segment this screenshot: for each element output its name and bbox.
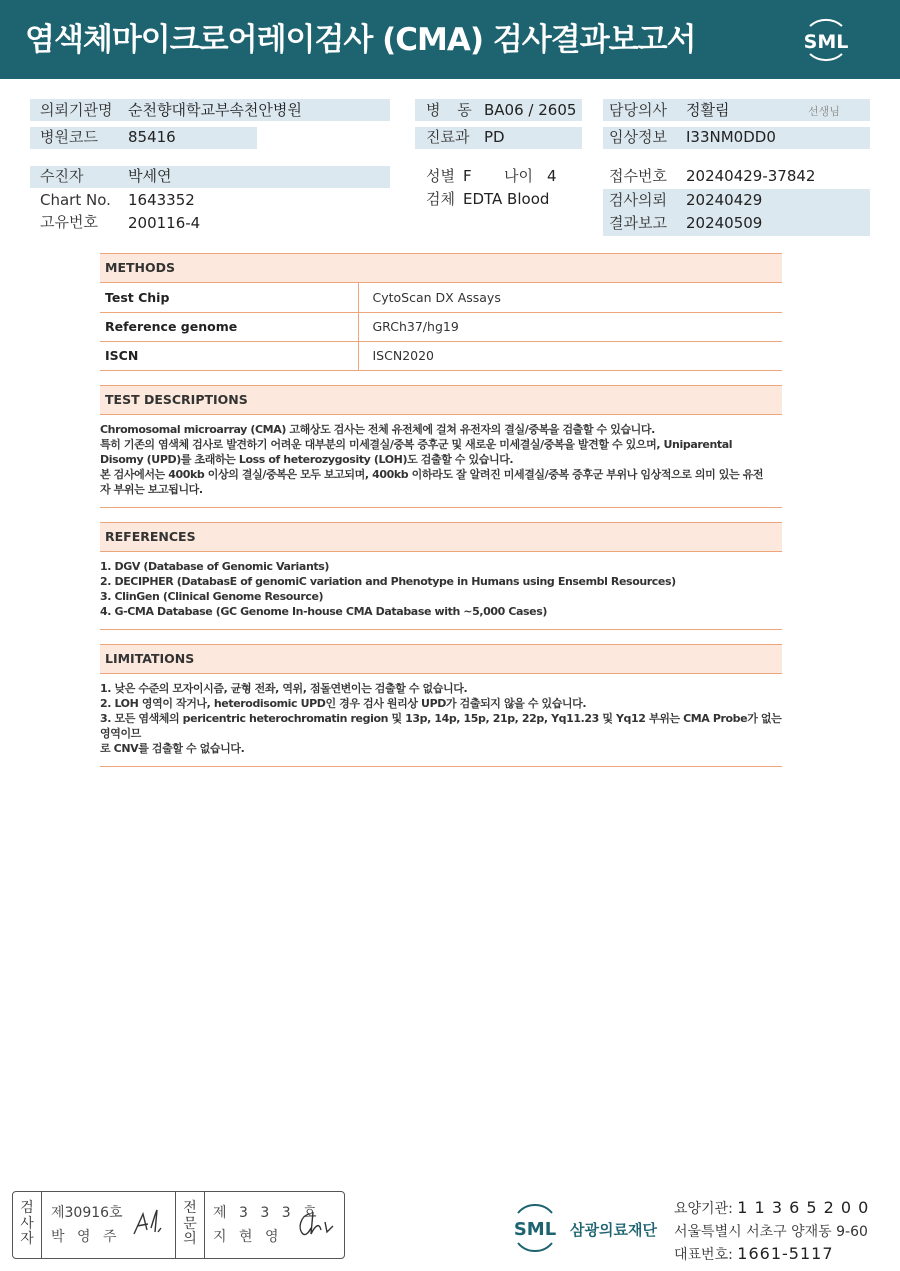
specimen-value: EDTA Blood bbox=[463, 190, 550, 208]
care-number bbox=[674, 1198, 869, 1218]
limitation-line: 2. LOH 영역이 작거나, heterodisomic UPD인 경우 검사 원리상 UPD가 검출되지 않을 수 있습니다. bbox=[100, 696, 587, 710]
doctor-value: 정활림 bbox=[686, 101, 730, 119]
examiner-name: 박 영 주 bbox=[51, 1229, 121, 1245]
report-header bbox=[0, 0, 900, 79]
report-title: 염색체마이크로어레이검사 (CMA) 검사결과보고서 bbox=[25, 22, 696, 58]
footer-sml-logo-icon bbox=[508, 1203, 562, 1253]
info-box-recipient bbox=[30, 166, 390, 188]
hospital-code-value: 85416 bbox=[128, 128, 176, 146]
limitations-header: LIMITATIONS bbox=[100, 644, 782, 674]
limitation-line: 3. 모든 염색체의 pericentric heterochromatin region 및 13p, 14p, 15p, 21p, 22p, Yq11.23 및 Yq12 부위는 CMA Probe가 없는 영역이므 bbox=[100, 711, 782, 740]
institution-label: 의뢰기관명 bbox=[40, 101, 113, 119]
footer-sml-logo-text: SML bbox=[513, 1219, 557, 1240]
phone-value: 1661-5117 bbox=[737, 1244, 834, 1263]
specialist-license: 제 3 3 3 호 bbox=[213, 1205, 321, 1221]
phone-label: 대표번호: bbox=[674, 1247, 733, 1263]
chart-value: 1643352 bbox=[128, 191, 195, 209]
clinical-value: I33NM0DD0 bbox=[686, 128, 776, 146]
sex-value: F bbox=[463, 167, 472, 185]
receipt-label: 접수번호 bbox=[609, 167, 667, 185]
age-label: 나이 bbox=[504, 167, 533, 185]
phone-number bbox=[674, 1244, 834, 1264]
description-line: Disomy (UPD)를 초래하는 Loss of heterozygosity (LOH)도 검출할 수 있습니다. bbox=[100, 452, 514, 466]
specialist-vertical-label: 전 문 의 bbox=[183, 1200, 197, 1247]
report-content bbox=[100, 253, 782, 767]
department-value: PD bbox=[484, 128, 505, 146]
unique-label: 고유번호 bbox=[40, 213, 98, 231]
ward-value: BA06 / 2605 bbox=[484, 101, 577, 119]
care-label: 요양기관: bbox=[674, 1201, 733, 1217]
clinical-label: 임상정보 bbox=[609, 128, 667, 146]
age-value: 4 bbox=[547, 167, 557, 185]
request-value: 20240429 bbox=[686, 191, 763, 209]
description-line: 본 검사에서는 400kb 이상의 결실/중복은 모두 보고되며, 400kb 이하라도 잘 알려진 미세결실/중복 증후군 부위나 임상적으로 의미 있는 유전 bbox=[100, 467, 764, 481]
limitation-line: 로 CNV를 검출할 수 없습니다. bbox=[100, 741, 245, 755]
methods-label: Reference genome bbox=[100, 312, 358, 341]
specimen-label: 검체 bbox=[426, 190, 455, 208]
doctor-suffix: 선생님 bbox=[808, 105, 840, 118]
description-line: 특히 기존의 염색체 검사로 발견하기 어려운 대부분의 미세결실/중복 증후군 및 새로운 미세결실/중복을 발견할 수 있으며, Uniparental bbox=[100, 437, 733, 451]
recipient-value: 박세연 bbox=[128, 167, 172, 185]
reference-line: 4. G-CMA Database (GC Genome In-house CMA Database with ~5,000 Cases) bbox=[100, 604, 548, 618]
references-header: REFERENCES bbox=[100, 522, 782, 552]
description-line: 자 부위는 보고됩니다. bbox=[100, 482, 203, 496]
address: 서울특별시 서초구 양재동 9-60 bbox=[674, 1224, 868, 1240]
limitations-body bbox=[100, 674, 782, 767]
limitation-line: 1. 낮은 수준의 모자이시즘, 균형 전좌, 역위, 점돌연변이는 검출할 수 없습니다. bbox=[100, 681, 468, 695]
department-label: 진료과 bbox=[426, 128, 470, 146]
methods-value: ISCN2020 bbox=[358, 341, 782, 370]
reference-line: 1. DGV (Database of Genomic Variants) bbox=[100, 559, 330, 573]
sml-logo-text: SML bbox=[803, 31, 849, 53]
chart-label: Chart No. bbox=[40, 191, 111, 209]
care-value: 1 1 3 6 5 2 0 0 bbox=[737, 1198, 870, 1217]
ward-label: 병 동 bbox=[426, 101, 478, 119]
methods-header: METHODS bbox=[100, 253, 782, 283]
recipient-label: 수진자 bbox=[40, 167, 84, 185]
reference-line: 2. DECIPHER (DatabasE of genomiC variation and Phenotype in Humans using Ensembl Resources) bbox=[100, 574, 676, 588]
descriptions-header: TEST DESCRIPTIONS bbox=[100, 385, 782, 415]
hospital-code-label: 병원코드 bbox=[40, 128, 98, 146]
institution-value: 순천향대학교부속천안병원 bbox=[128, 101, 302, 119]
unique-value: 200116-4 bbox=[128, 214, 201, 232]
examiner-license: 제30916호 bbox=[51, 1205, 123, 1221]
methods-value: CytoScan DX Assays bbox=[358, 283, 782, 312]
table-row bbox=[100, 341, 782, 370]
description-line: Chromosomal microarray (CMA) 고해상도 검사는 전체 유전체에 걸쳐 유전자의 결실/중복을 검출할 수 있습니다. bbox=[100, 422, 655, 436]
examiner-signature-icon bbox=[131, 1206, 171, 1240]
report-value: 20240509 bbox=[686, 214, 763, 232]
request-label: 검사의뢰 bbox=[609, 191, 667, 209]
methods-value: GRCh37/hg19 bbox=[358, 312, 782, 341]
table-row bbox=[100, 312, 782, 341]
examiner-vertical-label: 검 사 자 bbox=[20, 1200, 34, 1247]
sex-label: 성별 bbox=[426, 167, 455, 185]
table-row bbox=[100, 283, 782, 312]
methods-table bbox=[100, 283, 782, 371]
receipt-value: 20240429-37842 bbox=[686, 167, 816, 185]
sml-logo-icon bbox=[798, 12, 854, 68]
references-body bbox=[100, 552, 782, 630]
specialist-name: 지 현 영 bbox=[213, 1229, 283, 1245]
reference-line: 3. ClinGen (Clinical Genome Resource) bbox=[100, 589, 324, 603]
report-label: 결과보고 bbox=[609, 214, 667, 232]
methods-label: ISCN bbox=[100, 341, 358, 370]
signature-box bbox=[12, 1191, 345, 1259]
specialist-signature-icon bbox=[295, 1208, 339, 1240]
descriptions-body bbox=[100, 415, 782, 508]
methods-label: Test Chip bbox=[100, 283, 358, 312]
foundation-name: 삼광의료재단 bbox=[570, 1221, 657, 1239]
doctor-label: 담당의사 bbox=[609, 101, 667, 119]
